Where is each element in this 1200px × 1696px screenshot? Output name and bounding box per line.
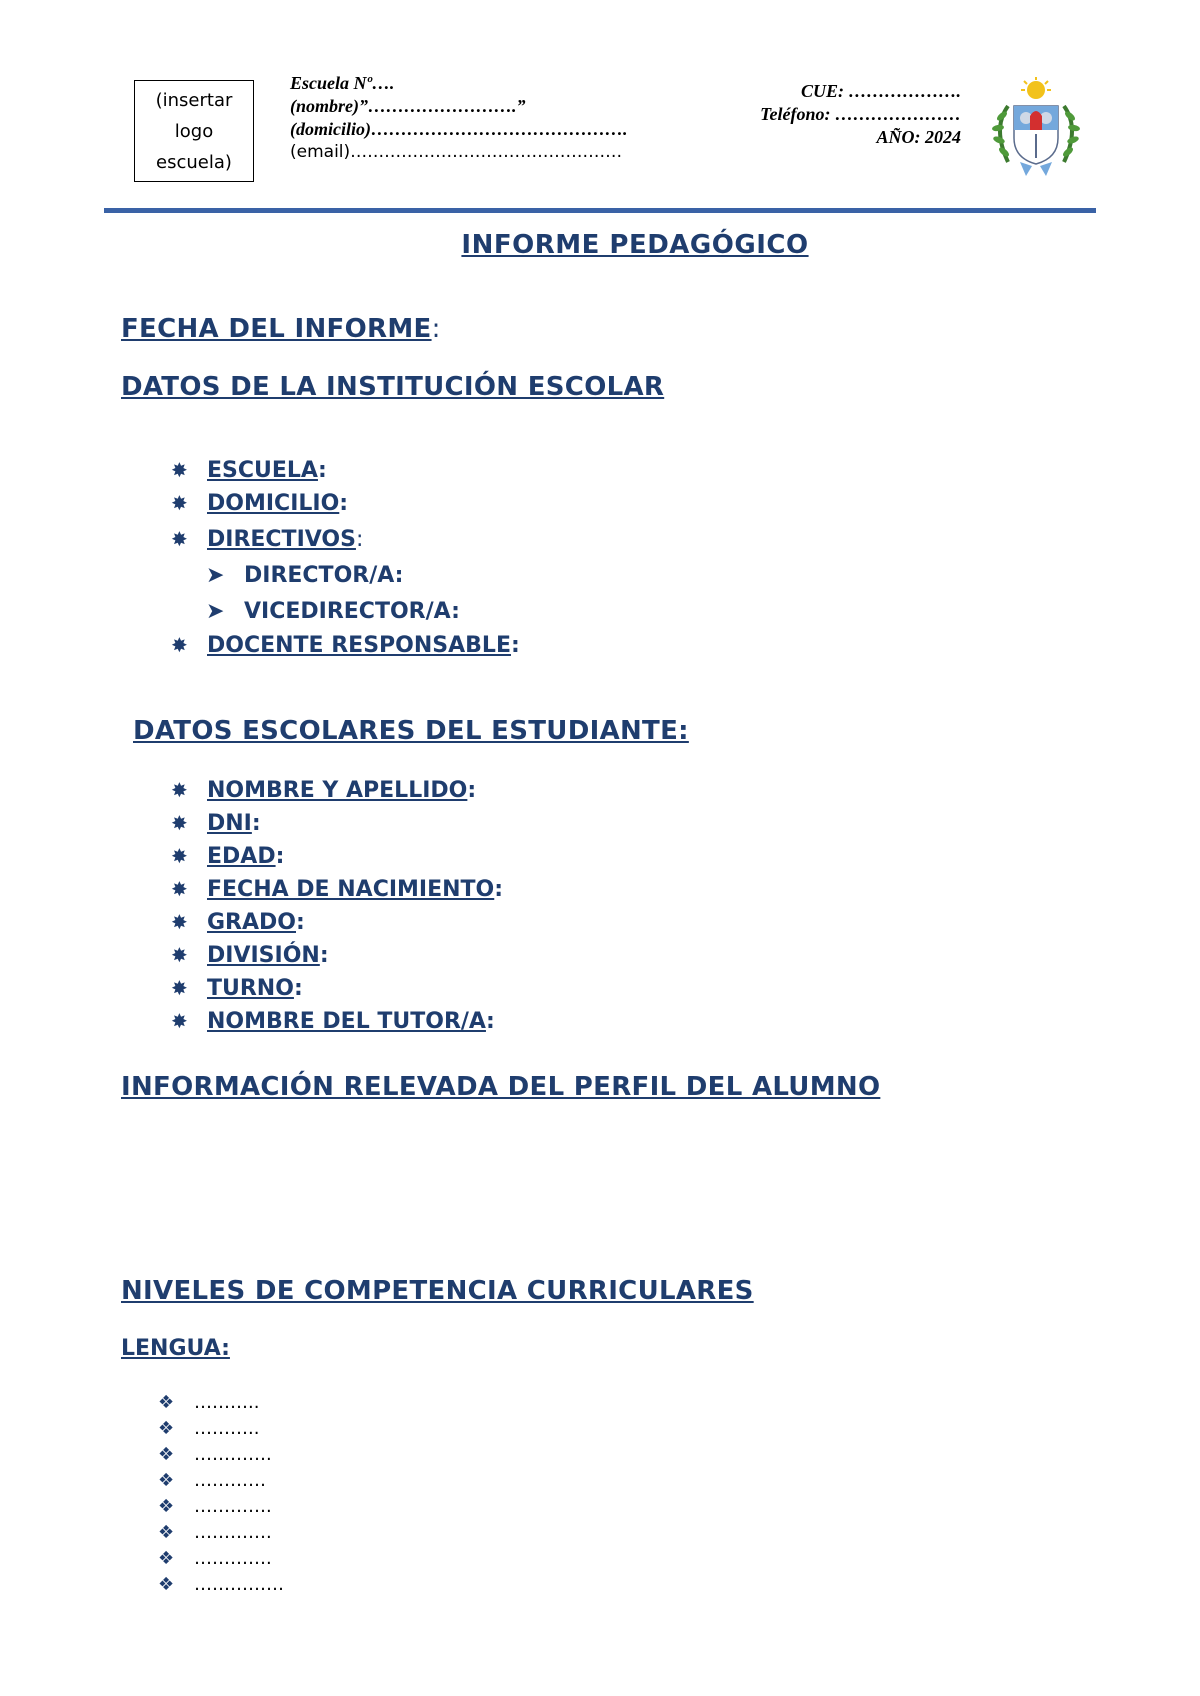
field-colon: :	[319, 942, 329, 968]
field-colon: :	[485, 1008, 495, 1034]
field-label: DIRECTIVOS	[207, 526, 356, 552]
diamond-bullet-icon: ❖	[158, 1469, 175, 1491]
list-item	[158, 1442, 272, 1466]
report-date-heading	[121, 314, 441, 344]
field-label: DOCENTE RESPONSABLE	[207, 632, 511, 658]
diamond-bullet-icon: ❖	[158, 1391, 175, 1413]
sub-item-label: VICEDIRECTOR/A:	[244, 598, 460, 624]
asterisk-bullet-icon: ✸	[171, 491, 188, 515]
asterisk-bullet-icon: ✸	[171, 458, 188, 482]
asterisk-bullet-icon: ✸	[171, 811, 188, 835]
field-colon: :	[293, 975, 303, 1001]
school-name: (nombre)”…………………….”	[290, 96, 526, 116]
competency-heading: NIVELES DE COMPETENCIA CURRICULARES	[121, 1276, 754, 1306]
diamond-bullet-icon: ❖	[158, 1573, 175, 1595]
field-colon: :	[275, 843, 285, 869]
report-date-label: FECHA DEL INFORME	[121, 314, 432, 344]
field-label: DNI	[207, 810, 252, 836]
asterisk-bullet-icon: ✸	[171, 633, 188, 657]
asterisk-bullet-icon: ✸	[171, 976, 188, 1000]
school-number: Escuela Nº….	[290, 73, 395, 93]
lengua-heading: LENGUA:	[121, 1336, 230, 1361]
sub-item-label: DIRECTOR/A:	[244, 562, 404, 588]
list-item	[171, 630, 520, 660]
report-date-colon: :	[431, 314, 441, 344]
asterisk-bullet-icon: ✸	[171, 778, 188, 802]
list-item	[171, 1006, 495, 1036]
diamond-bullet-icon: ❖	[158, 1547, 175, 1569]
field-label: NOMBRE DEL TUTOR/A	[207, 1008, 486, 1034]
asterisk-bullet-icon: ✸	[171, 943, 188, 967]
list-item	[158, 1468, 266, 1492]
dotted-placeholder: ………..	[194, 1391, 260, 1413]
field-label: TURNO	[207, 975, 294, 1001]
list-item	[171, 907, 305, 937]
field-label: DIVISIÓN	[207, 942, 320, 968]
cue-line: CUE: ……………….	[800, 81, 961, 101]
phone-line: Teléfono: …………………	[760, 104, 961, 124]
logo-placeholder-line: escuela)	[156, 151, 232, 173]
logo-placeholder-line: logo	[174, 120, 214, 142]
sub-item	[206, 560, 403, 590]
field-colon: :	[355, 526, 364, 552]
field-colon: :	[296, 909, 305, 935]
asterisk-bullet-icon: ✸	[171, 1009, 188, 1033]
school-codes	[760, 80, 961, 149]
school-address: (domicilio)…………………………………….	[290, 119, 628, 139]
list-item	[158, 1416, 259, 1440]
institution-heading: DATOS DE LA INSTITUCIÓN ESCOLAR	[121, 372, 665, 402]
list-item	[158, 1572, 284, 1596]
field-label: NOMBRE Y APELLIDO	[207, 777, 468, 803]
dotted-placeholder: ……………	[194, 1573, 284, 1595]
dotted-placeholder: ………….	[194, 1521, 272, 1543]
field-colon: :	[467, 777, 477, 803]
field-label: GRADO	[207, 909, 296, 935]
list-item	[171, 524, 363, 554]
list-item	[171, 488, 348, 518]
field-colon: :	[494, 876, 504, 902]
school-info	[290, 72, 627, 164]
asterisk-bullet-icon: ✸	[171, 844, 188, 868]
dotted-placeholder: …………	[194, 1469, 266, 1491]
list-item	[171, 841, 284, 871]
diamond-bullet-icon: ❖	[158, 1495, 175, 1517]
logo-placeholder-line: (insertar	[155, 89, 233, 111]
list-item	[158, 1546, 272, 1570]
list-item	[171, 775, 476, 805]
list-item	[171, 808, 261, 838]
sub-item	[206, 596, 460, 626]
diamond-bullet-icon: ❖	[158, 1443, 175, 1465]
diamond-bullet-icon: ❖	[158, 1521, 175, 1543]
field-colon: :	[251, 810, 261, 836]
logo-placeholder	[134, 80, 254, 182]
field-label: ESCUELA	[207, 457, 318, 483]
asterisk-bullet-icon: ✸	[171, 877, 188, 901]
school-email: (email)…………………………………………	[290, 142, 623, 162]
field-label: EDAD	[207, 843, 276, 869]
student-heading: DATOS ESCOLARES DEL ESTUDIANTE:	[133, 716, 689, 746]
field-colon: :	[510, 632, 520, 658]
list-item	[158, 1494, 272, 1518]
dotted-placeholder: ………..	[194, 1417, 260, 1439]
profile-heading: INFORMACIÓN RELEVADA DEL PERFIL DEL ALUMNO	[121, 1072, 881, 1102]
year-line: AÑO: 2024	[876, 127, 961, 147]
list-item	[158, 1390, 259, 1414]
list-item	[171, 940, 329, 970]
list-item	[171, 973, 303, 1003]
document-title: INFORME PEDAGÓGICO	[461, 230, 809, 260]
provincial-coat-of-arms-icon	[986, 76, 1086, 180]
header-divider	[104, 208, 1096, 213]
field-colon: :	[317, 457, 327, 483]
field-label: FECHA DE NACIMIENTO	[207, 876, 495, 902]
list-item	[171, 874, 503, 904]
arrowhead-bullet-icon: ➤	[206, 562, 225, 588]
list-item	[158, 1520, 272, 1544]
list-item	[171, 455, 327, 485]
arrowhead-bullet-icon: ➤	[206, 598, 225, 624]
field-label: DOMICILIO	[207, 490, 340, 516]
dotted-placeholder: ………….	[194, 1547, 272, 1569]
asterisk-bullet-icon: ✸	[171, 910, 188, 934]
dotted-placeholder: ………….	[194, 1495, 272, 1517]
asterisk-bullet-icon: ✸	[171, 527, 188, 551]
field-colon: :	[339, 490, 349, 516]
diamond-bullet-icon: ❖	[158, 1417, 175, 1439]
dotted-placeholder: ………….	[194, 1443, 272, 1465]
